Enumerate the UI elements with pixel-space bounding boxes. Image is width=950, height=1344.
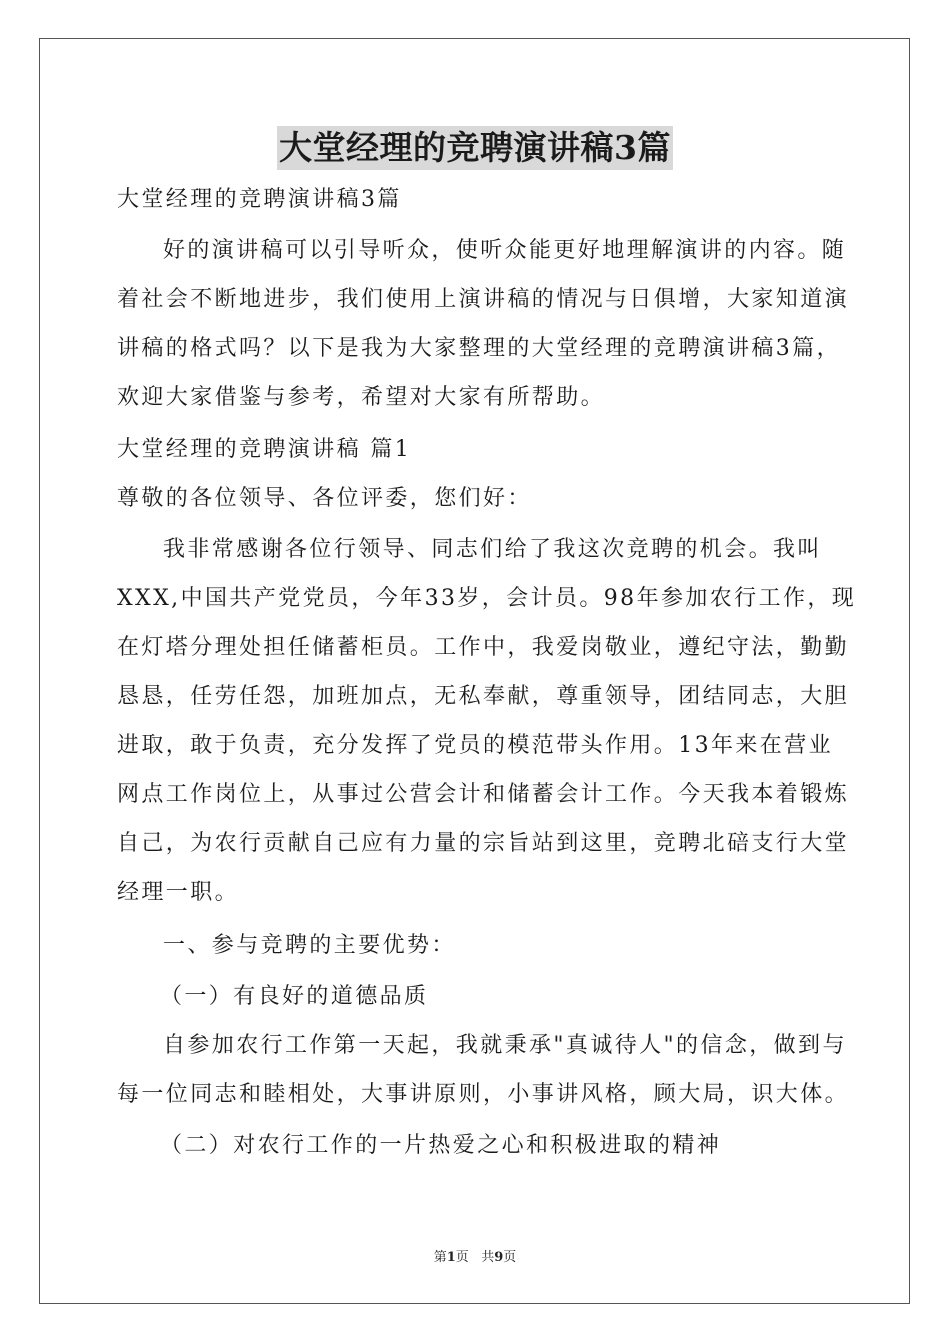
title-container [0, 126, 950, 170]
paragraph-line: 恳恳，任劳任怨，加班加点，无私奉献，尊重领导，团结同志，大胆 [117, 684, 850, 709]
footer-total-prefix: 共 [481, 1250, 495, 1265]
paragraph-line: 网点工作岗位上，从事过公营会计和储蓄会计工作。今天我本着锻炼 [117, 782, 850, 807]
paragraph-line: 欢迎大家借鉴与参考，希望对大家有所帮助。 [117, 385, 606, 410]
footer-total-pages: 9 [494, 1250, 504, 1265]
paragraph-line: 讲稿的格式吗？以下是我为大家整理的大堂经理的竞聘演讲稿3篇， [117, 336, 841, 361]
page-border [39, 38, 910, 1304]
paragraph-line: 我非常感谢各位行领导、同志们给了我这次竞聘的机会。我叫 [163, 537, 822, 562]
subtitle-line: 大堂经理的竞聘演讲稿3篇 [117, 187, 402, 212]
document-title: 大堂经理的竞聘演讲稿3篇 [277, 126, 673, 170]
paragraph-line: 好的演讲稿可以引导听众，使听众能更好地理解演讲的内容。随 [163, 238, 847, 263]
footer-page-number: 1 [446, 1250, 456, 1265]
section-heading: 大堂经理的竞聘演讲稿 篇1 [117, 437, 412, 462]
salutation-line: 尊敬的各位领导、各位评委，您们好： [117, 486, 532, 511]
subheading-line: （二）对农行工作的一片热爱之心和积极进取的精神 [160, 1133, 722, 1158]
paragraph-line: XXX,中国共产党党员，今年33岁，会计员。98年参加农行工作，现 [117, 586, 857, 611]
paragraph-line: 自参加农行工作第一天起，我就秉承"真诚待人"的信念，做到与 [163, 1033, 847, 1058]
footer-page-prefix: 第 [433, 1250, 447, 1265]
paragraph-line: 着社会不断地进步，我们使用上演讲稿的情况与日俱增，大家知道演 [117, 287, 850, 312]
page-footer [0, 1246, 950, 1265]
subheading-line: 一、参与竞聘的主要优势： [163, 933, 456, 958]
paragraph-line: 自己，为农行贡献自己应有力量的宗旨站到这里，竞聘北碚支行大堂 [117, 831, 850, 856]
paragraph-line: 在灯塔分理处担任储蓄柜员。工作中，我爱岗敬业，遵纪守法，勤勤 [117, 635, 850, 660]
paragraph-line: 经理一职。 [117, 880, 240, 905]
footer-page-suffix: 页 [455, 1250, 469, 1265]
paragraph-line: 每一位同志和睦相处，大事讲原则，小事讲风格，顾大局，识大体。 [117, 1082, 850, 1107]
paragraph-line: 进取，敢于负责，充分发挥了党员的模范带头作用。13年来在营业 [117, 733, 833, 758]
footer-total-suffix: 页 [503, 1250, 517, 1265]
subheading-line: （一）有良好的道德品质 [160, 984, 429, 1009]
